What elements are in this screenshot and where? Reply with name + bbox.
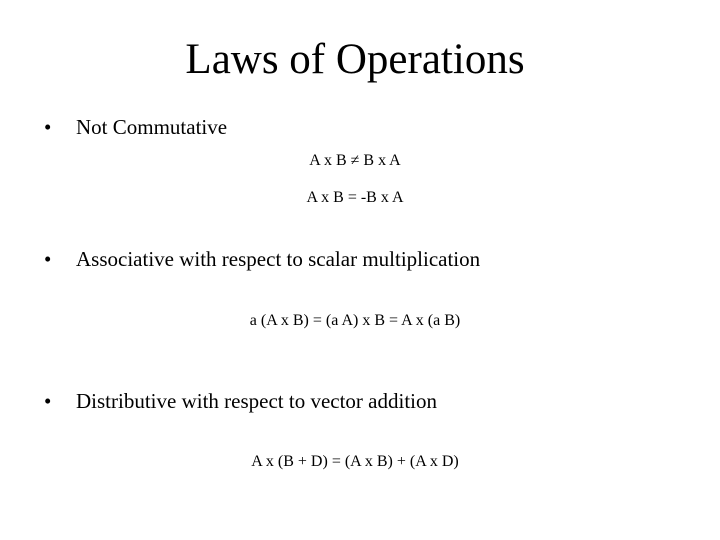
formula-associative: a (A x B) = (a A) x B = A x (a B) xyxy=(249,312,461,329)
bullet-associative xyxy=(44,246,480,272)
formula-anticommutative-equality: A x B = -B x A xyxy=(306,189,404,206)
bullet-distributive xyxy=(44,388,437,414)
slide-title: Laws of Operations xyxy=(185,36,525,83)
formula-anticommutative-inequality: A x B ≠ B x A xyxy=(309,152,401,169)
bullet-text: Associative with respect to scalar multiplication xyxy=(76,247,481,271)
bullet-text: Distributive with respect to vector addition xyxy=(76,389,437,413)
formula-distributive: A x (B + D) = (A x B) + (A x D) xyxy=(251,453,459,470)
bullet-dot: • xyxy=(44,389,52,413)
bullet-text: Not Commutative xyxy=(76,115,228,139)
bullet-dot: • xyxy=(44,115,52,139)
bullet-not-commutative xyxy=(44,114,227,140)
bullet-dot: • xyxy=(44,247,52,271)
